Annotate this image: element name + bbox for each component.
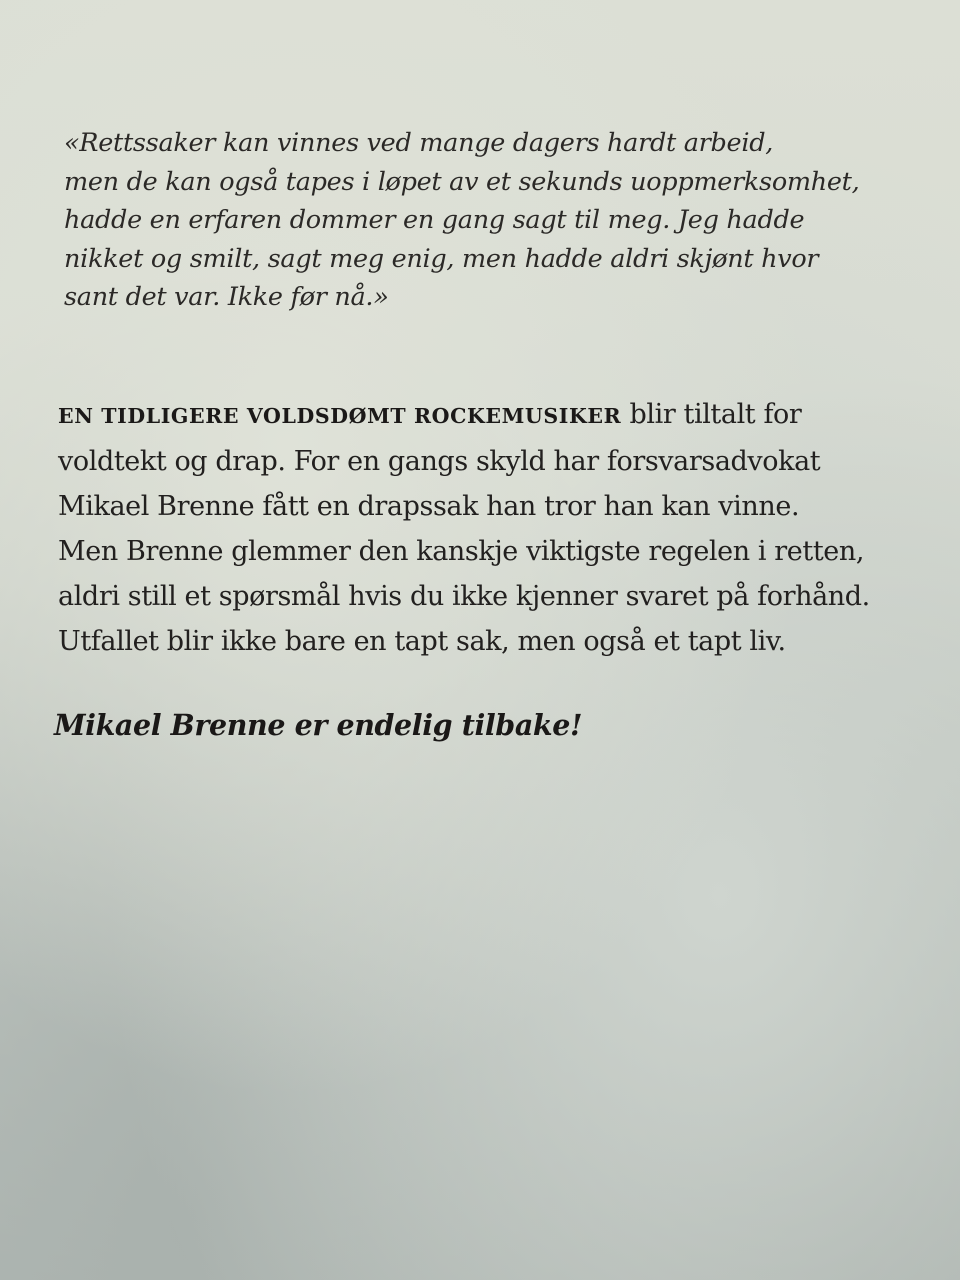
synopsis-line: Utfallet blir ikke bare en tapt sak, men også et tapt liv. — [58, 626, 786, 657]
synopsis — [58, 392, 938, 664]
tagline: Mikael Brenne er endelig tilbake! — [54, 708, 583, 742]
synopsis-line: Mikael Brenne fått en drapssak han tror han kan vinne. — [58, 491, 800, 522]
synopsis-first-line — [58, 392, 938, 439]
synopsis-line: voldtekt og drap. For en gangs skyld har forsvarsadvokat — [58, 446, 821, 477]
quote-line: hadde en erfaren dommer en gang sagt til meg. Jeg hadde — [64, 205, 805, 235]
synopsis-lead-rest: blir tiltalt for — [621, 399, 802, 430]
synopsis-lead-caps: EN TIDLIGERE VOLDSDØMT ROCKEMUSIKER — [58, 404, 622, 428]
quote-line: «Rettssaker kan vinnes ved mange dagers hardt arbeid, — [64, 128, 774, 158]
synopsis-line: aldri still et spørsmål hvis du ikke kjenner svaret på forhånd. — [58, 581, 870, 612]
opening-quote — [64, 124, 924, 317]
synopsis-line: Men Brenne glemmer den kanskje viktigste regelen i retten, — [58, 536, 865, 567]
quote-line: men de kan også tapes i løpet av et sekunds uoppmerksomhet, — [64, 166, 860, 197]
quote-line: nikket og smilt, sagt meg enig, men hadde aldri skjønt hvor — [64, 243, 819, 274]
quote-line: sant det var. Ikke før nå.» — [64, 282, 389, 312]
